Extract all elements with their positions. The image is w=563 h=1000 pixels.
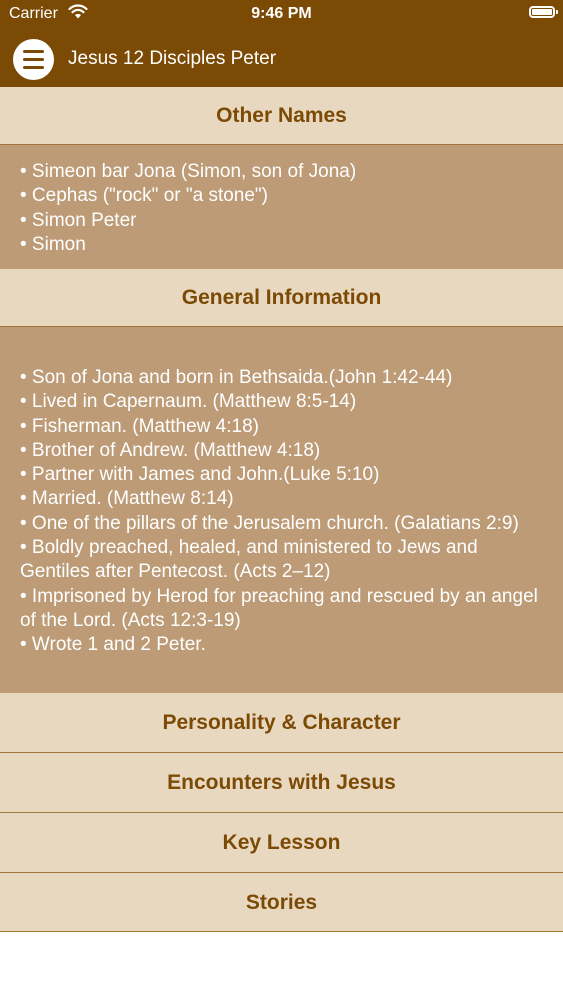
section-header-other-names[interactable]: Other Names xyxy=(0,87,563,145)
status-time: 9:46 PM xyxy=(251,5,312,22)
list-item: • Married. (Matthew 8:14) xyxy=(20,488,234,510)
list-item: • Imprisoned by Herod for preaching and rescued by an angel of the Lord. (Acts 12:3-19) xyxy=(20,585,538,631)
section-header-stories[interactable]: Stories xyxy=(0,873,563,932)
carrier-label: Carrier xyxy=(9,5,58,22)
empty-area xyxy=(0,932,563,1000)
section-header-key-lesson[interactable]: Key Lesson xyxy=(0,813,563,873)
page-title: Jesus 12 Disciples Peter xyxy=(68,48,277,69)
list-item: • Simeon bar Jona (Simon, son of Jona) xyxy=(20,161,357,182)
list-item: • Simon xyxy=(20,233,86,255)
section-header-encounters-with-jesus[interactable]: Encounters with Jesus xyxy=(0,753,563,813)
list-item: • Fisherman. (Matthew 4:18) xyxy=(20,415,259,437)
section-header-general-information[interactable]: General Information xyxy=(0,269,563,327)
battery-icon xyxy=(529,6,555,18)
list-item: • Son of Jona and born in Bethsaida.(John 1:42-44) xyxy=(20,367,453,388)
list-item: • Partner with James and John.(Luke 5:10) xyxy=(20,464,380,486)
list-item: • Boldly preached, healed, and ministered to Jews and Gentiles after Pentecost. (Acts 2–12) xyxy=(20,537,478,583)
top-bar xyxy=(0,0,563,87)
list-item: • Simon Peter xyxy=(20,209,137,231)
list-item: • Brother of Andrew. (Matthew 4:18) xyxy=(20,439,321,461)
list-item: • Cephas ("rock" or "a stone") xyxy=(20,185,269,207)
section-content-general-information xyxy=(0,327,563,693)
status-bar xyxy=(0,0,563,30)
nav-bar xyxy=(0,34,563,84)
list-item: • Wrote 1 and 2 Peter. xyxy=(20,634,206,656)
section-header-personality-character[interactable]: Personality & Character xyxy=(0,693,563,753)
menu-button[interactable] xyxy=(13,39,54,80)
list-item: • One of the pillars of the Jerusalem church. (Galatians 2:9) xyxy=(20,512,519,534)
list-item: • Lived in Capernaum. (Matthew 8:5-14) xyxy=(20,391,357,413)
section-content-other-names xyxy=(0,145,563,269)
